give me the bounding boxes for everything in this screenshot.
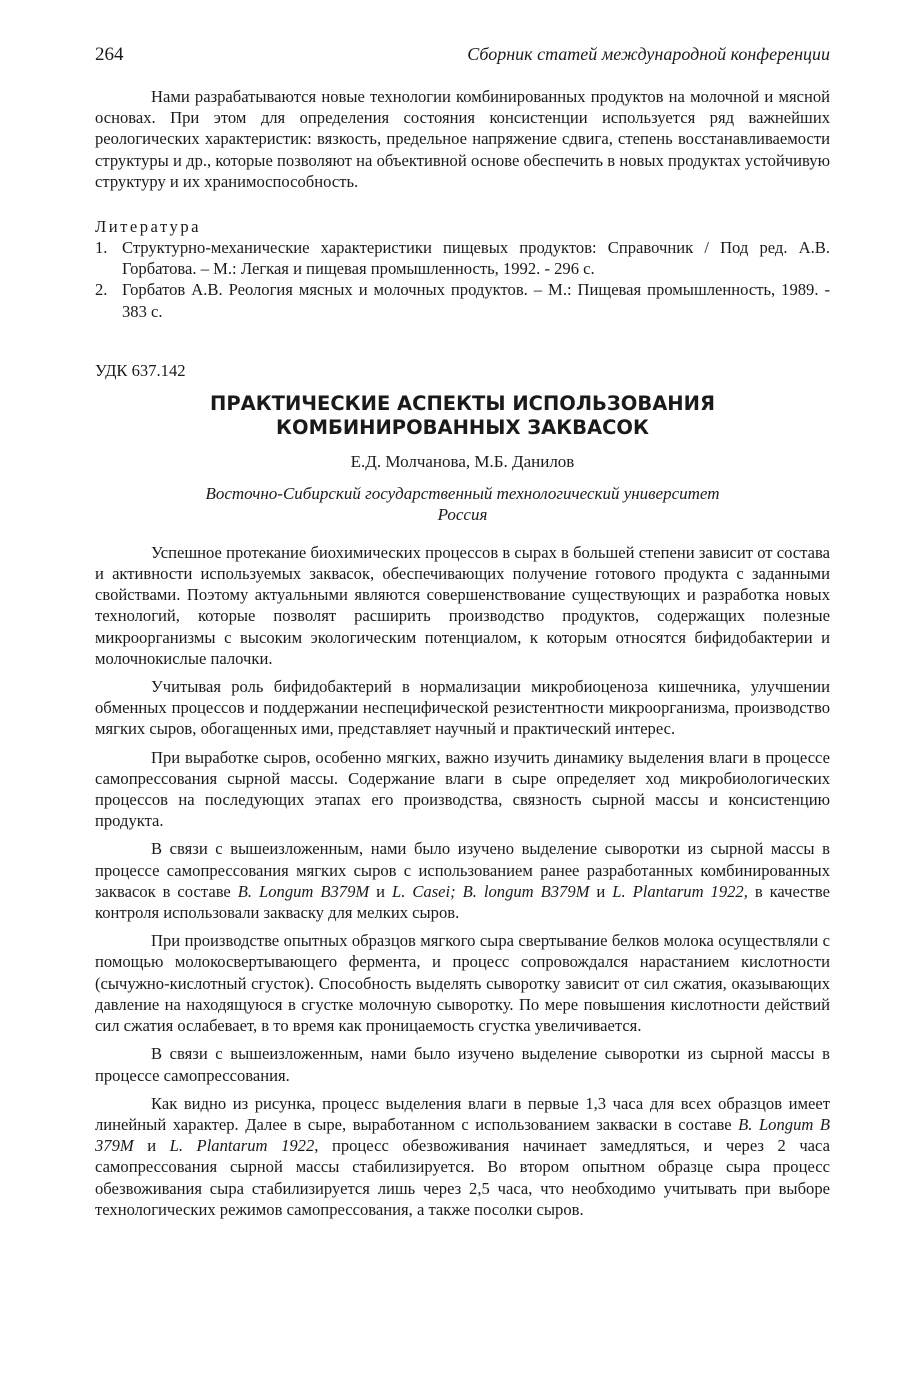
reference-text: Структурно-механические характеристики пищевых продуктов: Справочник / Под ред. А.В. Горбатова. – М.: Легкая и пищевая промышленность, 1992. - 296 с. (122, 238, 830, 279)
paragraph-text: , процесс обезвоживания начинает замедляться, и через 2 часа самопрессования сырной массы стабилизируется. Во втором опытном образце сыра процесс обезвоживания сыра стабилизируется лишь через 2,5 часа, что необходимо учитывать при выборе технологических режимов самопрессования, а также посолки сыров. (95, 1136, 830, 1219)
paragraph-text: и (589, 881, 613, 901)
paragraph-text: в качестве контроля использовали закваску для мелких сыров. (95, 881, 830, 923)
body-paragraph: В связи с вышеизложенным, нами было изучено выделение сыворотки из сырной массы в процессе самопрессования. (95, 1044, 830, 1085)
references-list (95, 237, 830, 322)
article-title-line: КОМБИНИРОВАННЫХ ЗАКВАСОК (276, 415, 649, 439)
article-authors: Е.Д. Молчанова, М.Б. Данилов (350, 451, 575, 471)
article-title-line: ПРАКТИЧЕСКИЕ АСПЕКТЫ ИСПОЛЬЗОВАНИЯ (210, 391, 715, 415)
paragraph-text: Как видно из рисунка, процесс выделения влаги в первые 1,3 часа для всех образцов имеет линейный характер. Далее в сыре, выработанном с использованием закваски в составе (95, 1093, 830, 1134)
udk-code: УДК 637.142 (95, 360, 186, 380)
reference-item (95, 279, 830, 321)
species-name: B. Longum B 379M (95, 1114, 830, 1156)
body-paragraph (95, 838, 830, 923)
species-name: L. Casei; B. longum B379M (392, 881, 590, 901)
reference-text: Горбатов А.В. Реология мясных и молочных продуктов. – М.: Пищевая промышленность, 1989. - 383 с. (122, 280, 830, 321)
page-content (95, 86, 830, 1220)
species-name: B. Longum B379M (237, 881, 370, 901)
paragraph-text: В связи с вышеизложенным, нами было изучено выделение сыворотки из сырной массы в процессе самопрессования мягких сыров с использованием ранее разработанных комбинированных заквасок в составе (95, 839, 830, 901)
body-paragraph: При производстве опытных образцов мягкого сыра свертывание белков молока осуществляли с помощью молокосвертывающего фермента, и процесс сопровождался нарастанием кислотности (сычужно-кислотный сгусток). Способность выделять сыворотку зависит от сил сжатия, оказывающих давление на находящуюся в сгустке молочную сыворотку. По мере повышения кислотности действий сил сжатия ослабевает, в то время как проницаемость сгустка увеличивается. (95, 931, 830, 1036)
article-title (95, 392, 830, 440)
reference-number: 2. (95, 280, 108, 300)
body-paragraph: Успешное протекание биохимических процессов в сырах в большей степени зависит от состава и активности используемых заквасок, обеспечивающих получение готового продукта с заданными свойствами. Поэтому актуальными являются совершенствование существующих и разработка новых технологий, которые позволят расширить производство продуктов, содержащих полезные микроорганизмы с высоким экологическим потенциалом, к которым относятся бифидобактерии и молочнокислые палочки. (95, 542, 830, 668)
page-number: 264 (95, 44, 124, 65)
references-heading: Литература (95, 217, 201, 237)
species-name: L. Plantarum 1922 (169, 1136, 315, 1156)
article-body (95, 542, 830, 1220)
paragraph-text: и (369, 881, 393, 901)
body-paragraph: Учитывая роль бифидобактерий в нормализации микробиоценоза кишечника, улучшении обменных процессов и поддержании неспецифической резистентности микроорганизма, производство мягких сыров, обогащенных ими, представляет научный и практический интерес. (95, 677, 830, 739)
species-name: L. Plantarum 1922, (612, 881, 748, 901)
intro-paragraph: Нами разрабатываются новые технологии комбинированных продуктов на молочной и мясной основах. При этом для определения состояния консистенции используется ряд важнейших реологических характеристик: вязкость, предельное напряжение сдвига, степень восстанавливаемости структуры и др., которые позволяют на объективной основе обеспечить в новых продуктах устойчивую структуру и их хранимоспособность. (95, 87, 830, 191)
paragraph-text: и (133, 1136, 170, 1156)
reference-number: 1. (95, 238, 108, 258)
body-paragraph (95, 1093, 830, 1220)
affiliation-institution: Восточно-Сибирский государственный технологический университет (205, 483, 720, 503)
reference-item (95, 237, 830, 279)
author-affiliation (95, 483, 830, 525)
body-paragraph: При выработке сыров, особенно мягких, важно изучить динамику выделения влаги в процессе самопрессования сырной массы. Содержание влаги в сыре определяет ход микробиологических процессов на последующих этапах его производства, связность сырной массы и консистенцию продукта. (95, 747, 830, 831)
page-header (95, 44, 830, 74)
affiliation-country: Россия (437, 504, 488, 524)
running-title: Сборник статей международной конференции (467, 44, 830, 64)
